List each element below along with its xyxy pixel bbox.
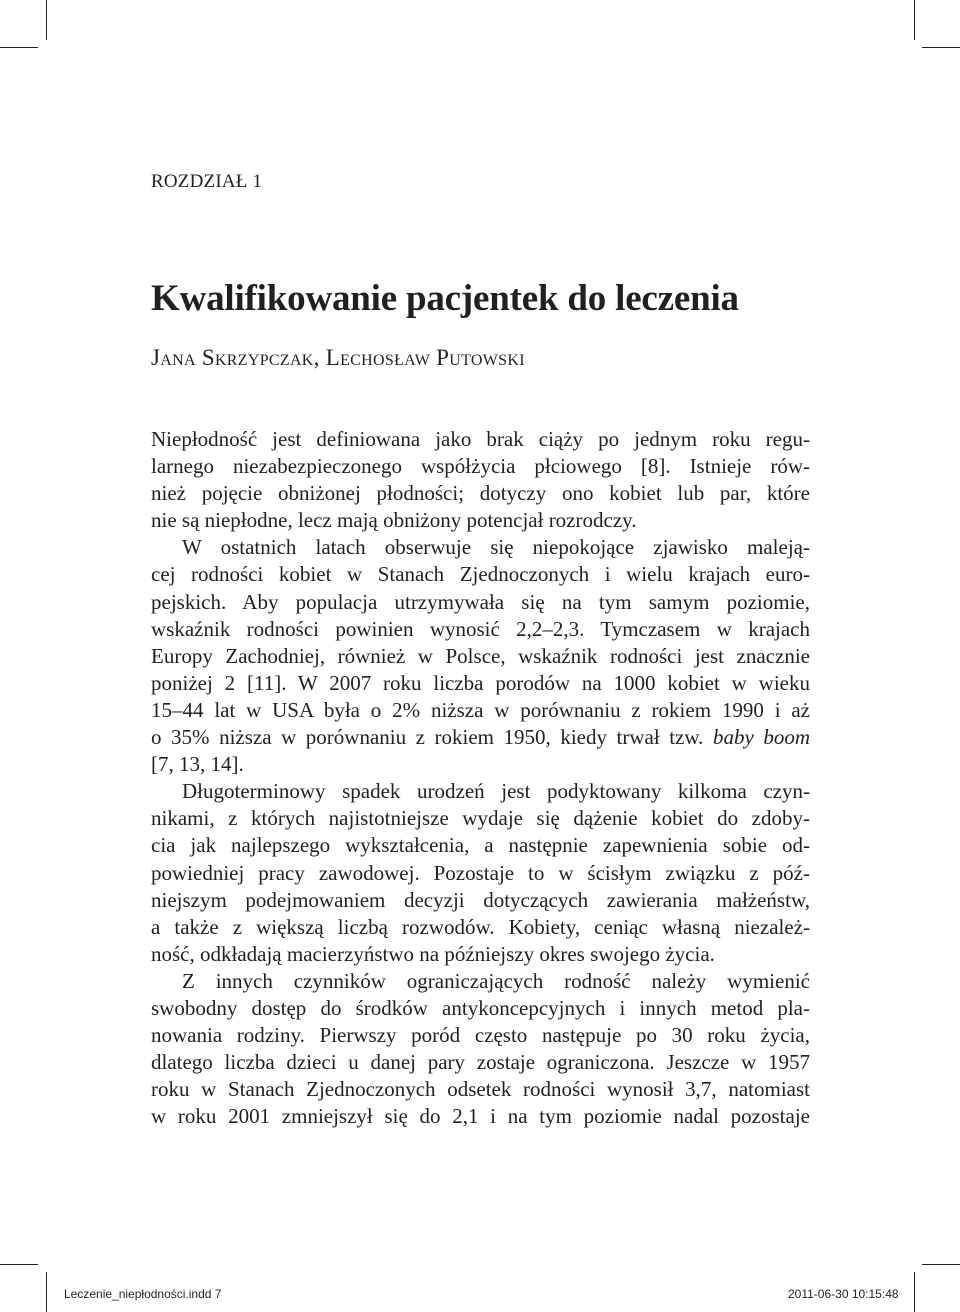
text-line: w roku 2001 zmniejszył się do 2,1 i na tym poziomie nadal pozostaje [151, 1104, 810, 1129]
body-text [151, 426, 810, 1130]
text-line: poniżej 2 [11]. W 2007 roku liczba porodów na 1000 kobiet w wieku [151, 670, 810, 695]
text-line: ność, odkładają macierzyństwo na późniejszy okres swojego życia. [151, 941, 715, 966]
crop-mark-top-left-horizontal [0, 47, 38, 48]
crop-mark-top-left-vertical [46, 0, 47, 40]
crop-mark-bottom-left-vertical [46, 1272, 47, 1312]
chapter-authors: Jana Skrzypczak, Lechosław Putowski [151, 345, 525, 370]
crop-mark-bottom-left-horizontal [0, 1264, 38, 1265]
text-line: nikami, z których najistotniejsze wydaje się dążenie kobiet do zdoby- [151, 806, 810, 831]
text-line: 15–44 lat w USA była o 2% niższa w porównaniu z rokiem 1990 i aż [151, 697, 810, 722]
text-line: Europy Zachodniej, również w Polsce, wskaźnik rodności jest znacznie [151, 643, 810, 668]
crop-mark-bottom-right-horizontal [922, 1264, 960, 1265]
text-line: powiedniej pracy zawodowej. Pozostaje to w ścisłym związku z póź- [151, 860, 810, 885]
text-line: larnego niezabezpieczonego współżycia płciowego [8]. Istnieje rów- [151, 454, 810, 479]
text-line: niejszym podejmowaniem decyzji dotyczących zawierania małżeństw, [151, 887, 810, 912]
text-line: nie są niepłodne, lecz mają obniżony potencjał rozrodczy. [151, 508, 637, 533]
text-line: cia jak najlepszego wykształcenia, a następnie zapewnienia sobie od- [151, 833, 810, 858]
text-line: a także z większą liczbą rozwodów. Kobiety, ceniąc własną niezależ- [151, 914, 810, 939]
text-line: nowania rodziny. Pierwszy poród często następuje po 30 roku życia, [151, 1023, 810, 1048]
text-line: Z innych czynników ograniczających rodność należy wymienić [182, 968, 810, 993]
chapter-title: Kwalifikowanie pacjentek do leczenia [151, 278, 739, 319]
text-line: swobodny dostęp do środków antykoncepcyjnych i innych metod pla- [151, 995, 810, 1020]
text-line: Długoterminowy spadek urodzeń jest podyktowany kilkoma czyn- [182, 779, 810, 804]
text-line: nież pojęcie obniżonej płodności; dotyczy ono kobiet lub par, które [151, 481, 810, 506]
crop-mark-top-right-horizontal [922, 47, 960, 48]
text-line: wskaźnik rodności powinien wynosić 2,2–2,3. Tymczasem w krajach [151, 616, 810, 641]
text-line: cej rodności kobiet w Stanach Zjednoczonych i wielu krajach euro- [151, 562, 810, 587]
text-line: roku w Stanach Zjednoczonych odsetek rodności wynosił 3,7, natomiast [151, 1077, 810, 1102]
italic-term: baby boom [712, 725, 810, 750]
text-line: Niepłodność jest definiowana jako brak ciąży po jednym roku regu- [151, 427, 810, 451]
crop-mark-bottom-right-vertical [914, 1272, 915, 1312]
crop-mark-top-right-vertical [914, 0, 915, 40]
text-line-segment: o 35% niższa w porównaniu z rokiem 1950, kiedy trwał tzw. [151, 725, 704, 750]
text-line: W ostatnich latach obserwuje się niepokojące zjawisko maleją- [182, 535, 810, 560]
text-line: pejskich. Aby populacja utrzymywała się na tym samym poziomie, [151, 589, 810, 614]
slug-filename: Leczenie_niepłodności.indd 7 [64, 1287, 222, 1301]
chapter-label: ROZDZIAŁ 1 [151, 171, 263, 192]
slug-timestamp: 2011-06-30 10:15:48 [788, 1287, 899, 1301]
text-line-with-italic [151, 724, 810, 751]
text-line: [7, 13, 14]. [151, 752, 244, 777]
text-line: dlatego liczba dzieci u danej pary zostaje ograniczona. Jeszcze w 1957 [151, 1050, 810, 1075]
